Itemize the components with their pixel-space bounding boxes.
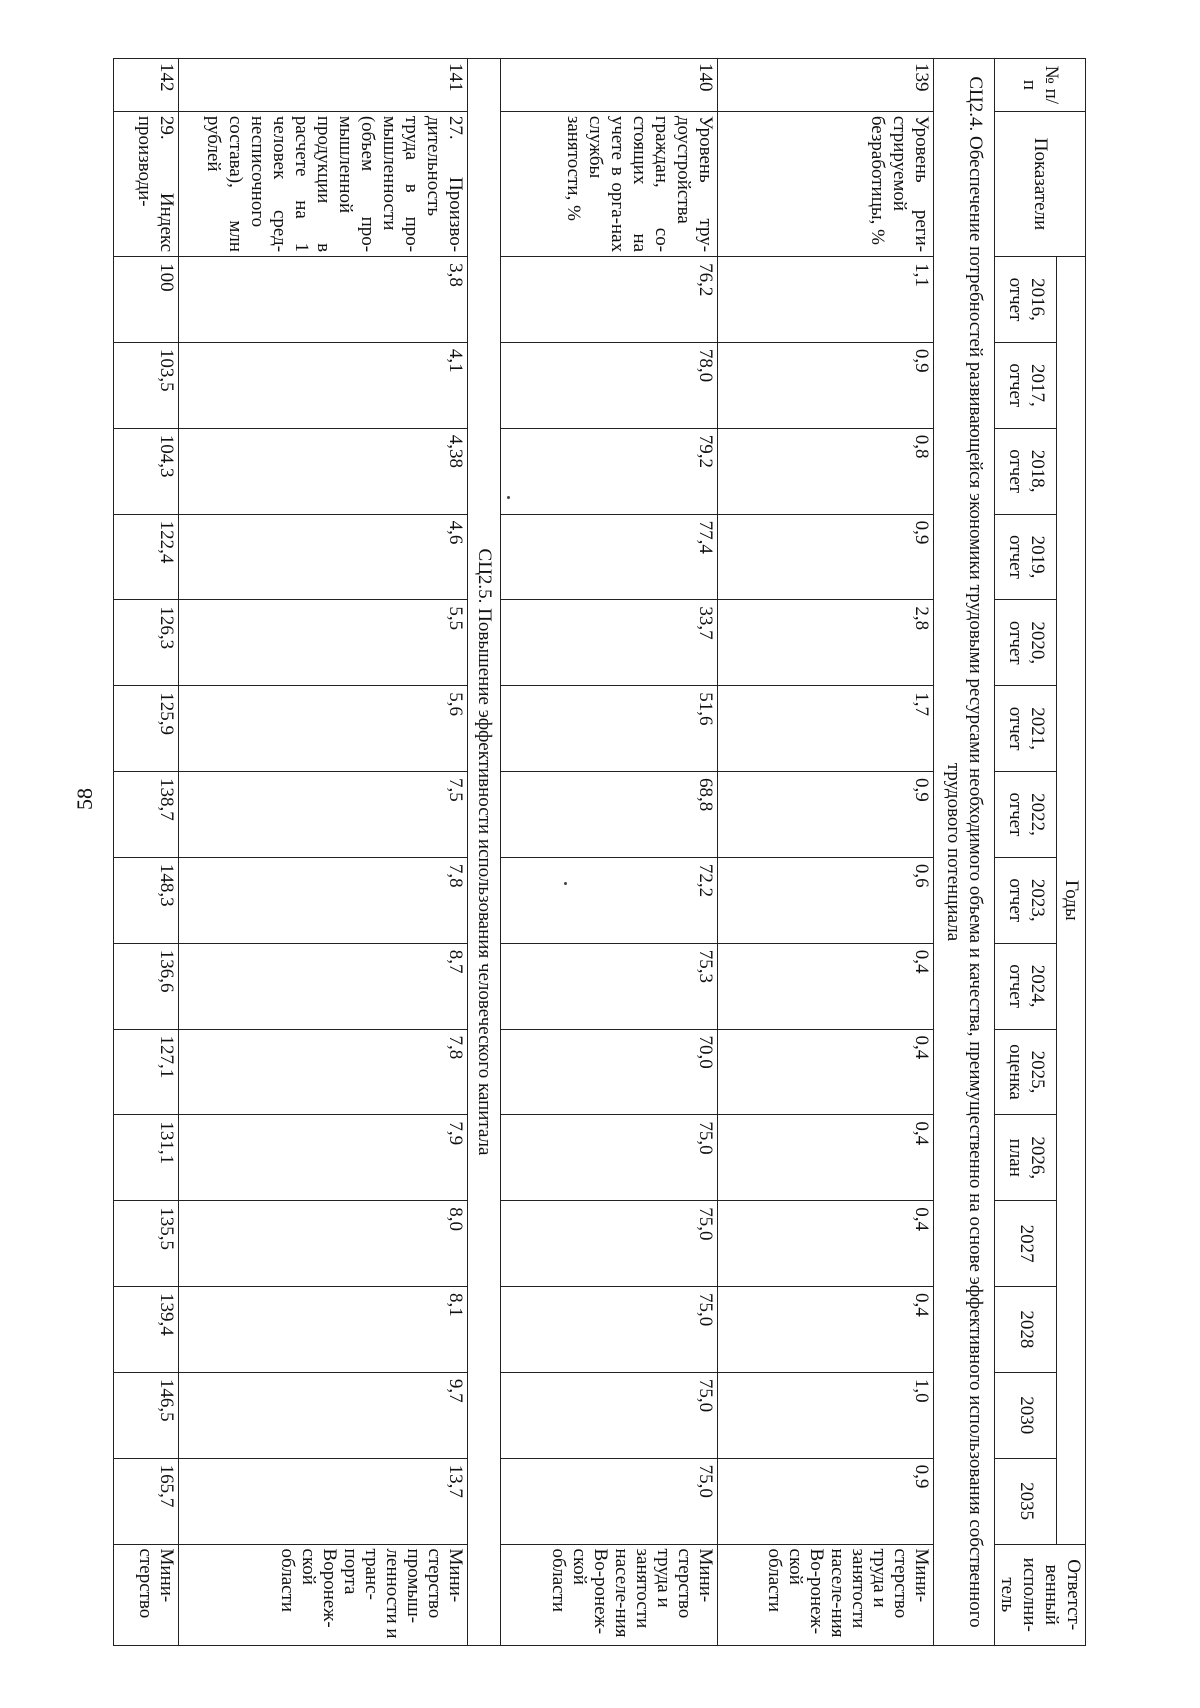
header-year: 2016, отчет bbox=[995, 257, 1057, 343]
value-cell: 1,1 bbox=[717, 257, 934, 343]
value-cell: 7,8 bbox=[179, 857, 468, 943]
value-cell: 76,2 bbox=[500, 257, 717, 343]
header-year: 2025, оценка bbox=[995, 1029, 1057, 1115]
responsible-executor: Мини-стерство промыш-ленности и транс-порта Воронеж-ской области bbox=[179, 1544, 468, 1645]
value-cell: 4,38 bbox=[179, 428, 468, 514]
header-year: 2027 bbox=[995, 1201, 1057, 1287]
value-cell: 127,1 bbox=[114, 1029, 179, 1115]
value-cell: 7,8 bbox=[179, 1029, 468, 1115]
value-cell: 135,5 bbox=[114, 1201, 179, 1287]
header-year: 2035 bbox=[995, 1458, 1057, 1544]
value-cell: 7,9 bbox=[179, 1115, 468, 1201]
value-cell: 79,2 bbox=[500, 428, 717, 514]
value-cell: 78,0 bbox=[500, 342, 717, 428]
indicator-name: 29. Индекс производи- bbox=[114, 111, 179, 256]
header-year: 2023, отчет bbox=[995, 857, 1057, 943]
value-cell: 51,6 bbox=[500, 686, 717, 772]
responsible-executor: Мини-стерство bbox=[114, 1544, 179, 1645]
header-year: 2024, отчет bbox=[995, 943, 1057, 1029]
value-cell: 13,7 bbox=[179, 1458, 468, 1544]
value-cell: 136,6 bbox=[114, 943, 179, 1029]
page-number: 58 bbox=[72, 788, 97, 810]
header-indicator: Показатели bbox=[995, 111, 1086, 256]
header-year: 2018, отчет bbox=[995, 428, 1057, 514]
value-cell: 0,4 bbox=[717, 1287, 934, 1373]
value-cell: 33,7 bbox=[500, 600, 717, 686]
value-cell: 75,0 bbox=[500, 1201, 717, 1287]
header-year: 2028 bbox=[995, 1287, 1057, 1373]
value-cell: 0,9 bbox=[717, 342, 934, 428]
header-year: 2020, отчет bbox=[995, 600, 1057, 686]
value-cell: 139,4 bbox=[114, 1287, 179, 1373]
header-year: 2017, отчет bbox=[995, 342, 1057, 428]
row-number: 141 bbox=[179, 59, 468, 112]
value-cell: 75,0 bbox=[500, 1458, 717, 1544]
value-cell: 122,4 bbox=[114, 514, 179, 600]
header-no: № п/п bbox=[995, 59, 1086, 112]
value-cell: 0,4 bbox=[717, 1029, 934, 1115]
value-cell: 75,3 bbox=[500, 943, 717, 1029]
section-title: СЦ2.5. Повышение эффективности использования человеческого капитала bbox=[468, 59, 501, 1646]
value-cell: 1,7 bbox=[717, 686, 934, 772]
row-number: 142 bbox=[114, 59, 179, 112]
value-cell: 148,3 bbox=[114, 857, 179, 943]
value-cell: 0,9 bbox=[717, 1458, 934, 1544]
table-row bbox=[179, 59, 468, 1646]
section-title: СЦ2.4. Обеспечение потребностей развивающейся экономики трудовыми ресурсами необходимого объема и качества, преимущественно на основе эффективного использования собственного трудового потенциала bbox=[934, 59, 995, 1646]
header-year: 2026, план bbox=[995, 1115, 1057, 1201]
value-cell: 68,8 bbox=[500, 772, 717, 858]
responsible-executor: Мини-стерство труда и занятости населе-ния Во-ронеж-ской области bbox=[717, 1544, 934, 1645]
value-cell: 0,6 bbox=[717, 857, 934, 943]
indicator-name: Уровень тру-доустройства граждан, со-стоящих на учете в орга-нах службы занятости, % bbox=[500, 111, 717, 256]
header-year: 2021, отчет bbox=[995, 686, 1057, 772]
row-number: 139 bbox=[717, 59, 934, 112]
value-cell: 77,4 bbox=[500, 514, 717, 600]
table-row bbox=[717, 59, 934, 1646]
indicator-name: Уровень реги-стрируемой безработицы, % bbox=[717, 111, 934, 256]
value-cell: 0,4 bbox=[717, 943, 934, 1029]
value-cell: 0,8 bbox=[717, 428, 934, 514]
value-cell: 72,2 bbox=[500, 857, 717, 943]
header-year: 2030 bbox=[995, 1372, 1057, 1458]
value-cell: 2,8 bbox=[717, 600, 934, 686]
rotated-table-container bbox=[116, 58, 1086, 1646]
indicators-table bbox=[113, 58, 1086, 1646]
value-cell: 75,0 bbox=[500, 1287, 717, 1373]
responsible-executor: Мини-стерство труда и занятости населе-ния Во-ронеж-ской области bbox=[500, 1544, 717, 1645]
value-cell: 7,5 bbox=[179, 772, 468, 858]
header-years: Годы bbox=[1057, 257, 1086, 1544]
value-cell: 9,7 bbox=[179, 1372, 468, 1458]
value-cell: 4,1 bbox=[179, 342, 468, 428]
value-cell: 3,8 bbox=[179, 257, 468, 343]
indicator-name: 27. Произво-дительность труда в про-мышленности (объем про-мышленной продукции в расчете на 1 человек сред-несписочного состава), млн рублей bbox=[179, 111, 468, 256]
value-cell: 70,0 bbox=[500, 1029, 717, 1115]
value-cell: 75,0 bbox=[500, 1115, 717, 1201]
value-cell: 8,7 bbox=[179, 943, 468, 1029]
header-year: 2022, отчет bbox=[995, 772, 1057, 858]
table-row bbox=[114, 59, 179, 1646]
value-cell: 1,0 bbox=[717, 1372, 934, 1458]
value-cell: 100 bbox=[114, 257, 179, 343]
value-cell: 8,1 bbox=[179, 1287, 468, 1373]
value-cell: 131,1 bbox=[114, 1115, 179, 1201]
table-row bbox=[500, 59, 717, 1646]
value-cell: 0,9 bbox=[717, 772, 934, 858]
value-cell: 103,5 bbox=[114, 342, 179, 428]
header-year: 2019, отчет bbox=[995, 514, 1057, 600]
value-cell: 5,5 bbox=[179, 600, 468, 686]
value-cell: 0,4 bbox=[717, 1201, 934, 1287]
value-cell: 146,5 bbox=[114, 1372, 179, 1458]
value-cell: 126,3 bbox=[114, 600, 179, 686]
row-number: 140 bbox=[500, 59, 717, 112]
value-cell: 4,6 bbox=[179, 514, 468, 600]
value-cell: 125,9 bbox=[114, 686, 179, 772]
value-cell: 138,7 bbox=[114, 772, 179, 858]
value-cell: 0,9 bbox=[717, 514, 934, 600]
header-responsible: Ответст-венный исполни-тель bbox=[995, 1544, 1086, 1645]
value-cell: 8,0 bbox=[179, 1201, 468, 1287]
value-cell: 75,0 bbox=[500, 1372, 717, 1458]
value-cell: 165,7 bbox=[114, 1458, 179, 1544]
value-cell: 5,6 bbox=[179, 686, 468, 772]
value-cell: 0,4 bbox=[717, 1115, 934, 1201]
value-cell: 104,3 bbox=[114, 428, 179, 514]
